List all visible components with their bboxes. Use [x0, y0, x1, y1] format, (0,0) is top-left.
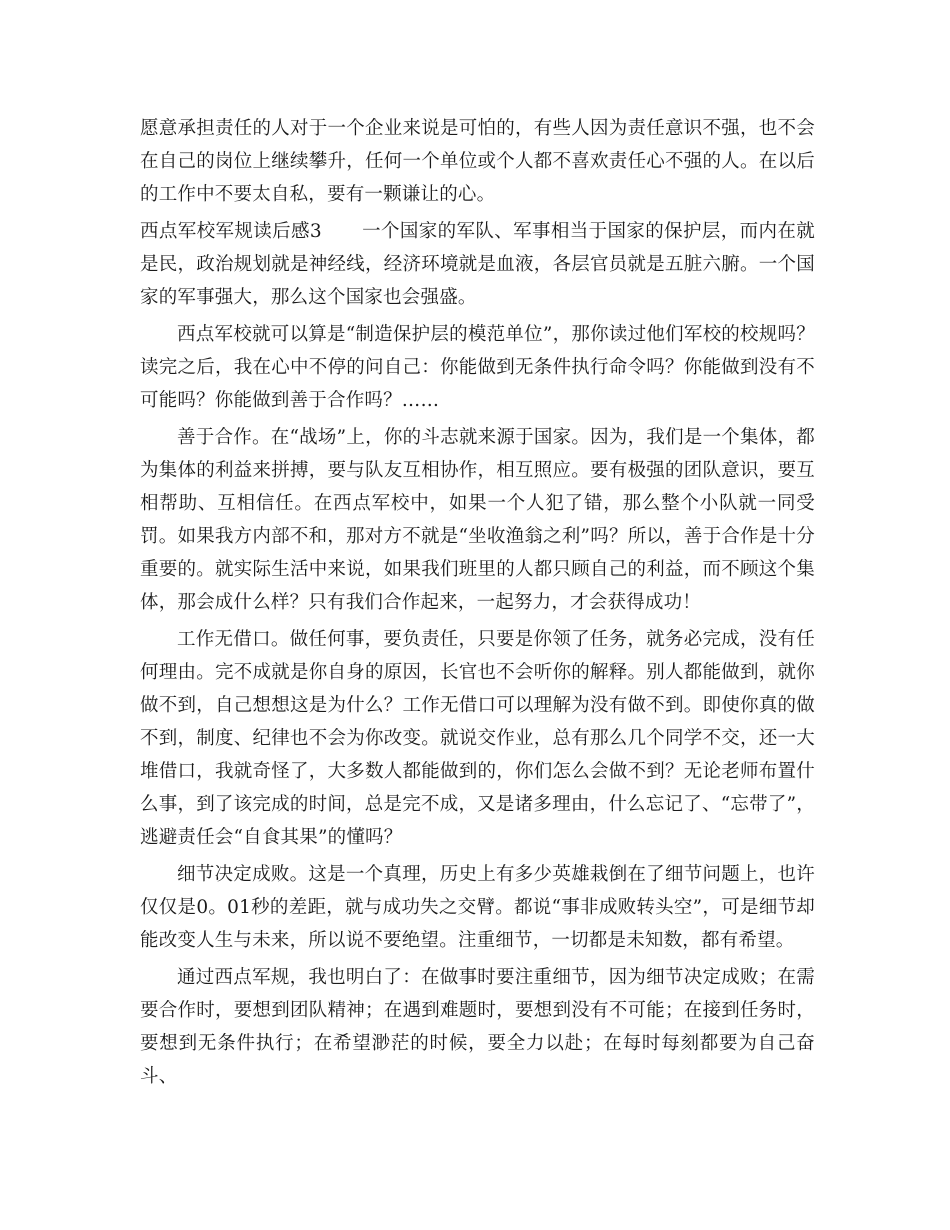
paragraph-conclusion: 通过西点军规，我也明白了：在做事时要注重细节，因为细节决定成败；在需要合作时，要想到团队精神；在遇到难题时，要想到没有不可能；在接到任务时，要想到无条件执行；在希望渺茫的时候，要全力以赴；在每时每刻都要为自己奋斗、: [140, 967, 815, 1087]
paragraph-cooperation: 善于合作。在“战场”上，你的斗志就来源于国家。因为，我们是一个集体，都为集体的利益来拼搏，要与队友互相协作，相互照应。要有极强的团队意识，要互相帮助、互相信任。在西点军校中，如果一个人犯了错，那么整个小队就一同受罚。如果我方内部不和，那对方不就是“坐收渔翁之利”吗？所以，善于合作是十分重要的。就实际生活中来说，如果我们班里的人都只顾自己的利益，而不顾这个集体，那会成什么样？只有我们合作起来，一起努力，才会获得成功！: [140, 427, 815, 613]
paragraph-intro: 一个国家的军队、军事相当于国家的保护层，而内在就是民，政治规划就是神经线，经济环境就是血液，各层官员就是五脏六腑。一个国家的军事强大，那么这个国家也会强盛。: [140, 221, 815, 308]
section-heading: 西点军校军规读后感3: [140, 221, 322, 242]
paragraph-continuation: 愿意承担责任的人对于一个企业来说是可怕的，有些人因为责任意识不强，也不会在自己的岗位上继续攀升，任何一个单位或个人都不喜欢责任心不强的人。在以后的工作中不要太自私，要有一颗谦让的心。: [140, 118, 815, 205]
document-body: [140, 112, 815, 1097]
paragraph-heading: [140, 215, 815, 318]
paragraph-rules-question: 西点军校就可以算是“制造保护层的模范单位”，那你读过他们军校的校规吗？读完之后，我在心中不停的问自己：你能做到无条件执行命令吗？你能做到没有不可能吗？你能做到善于合作吗？……: [140, 324, 815, 411]
paragraph-details: 细节决定成败。这是一个真理，历史上有多少英雄栽倒在了细节问题上，也许仅仅是0。01秒的差距，就与成功失之交臂。都说“事非成败转头空”，可是细节却能改变人生与未来，所以说不要绝望。注重细节，一切都是未知数，都有希望。: [140, 864, 815, 951]
paragraph-no-excuse: 工作无借口。做任何事，要负责任，只要是你领了任务，就务必完成，没有任何理由。完不成就是你自身的原因，长官也不会听你的解释。别人都能做到，就你做不到，自己想想这是为什么？工作无借口可以理解为没有做不到。即使你真的做不到，制度、纪律也不会为你改变。就说交作业，总有那么几个同学不交，还一大堆借口，我就奇怪了，大多数人都能做到的，你们怎么会做不到？无论老师布置什么事，到了该完成的时间，总是完不成，又是诸多理由，什么忘记了、“忘带了”，逃避责任会“自食其果”的懂吗？: [140, 629, 815, 848]
